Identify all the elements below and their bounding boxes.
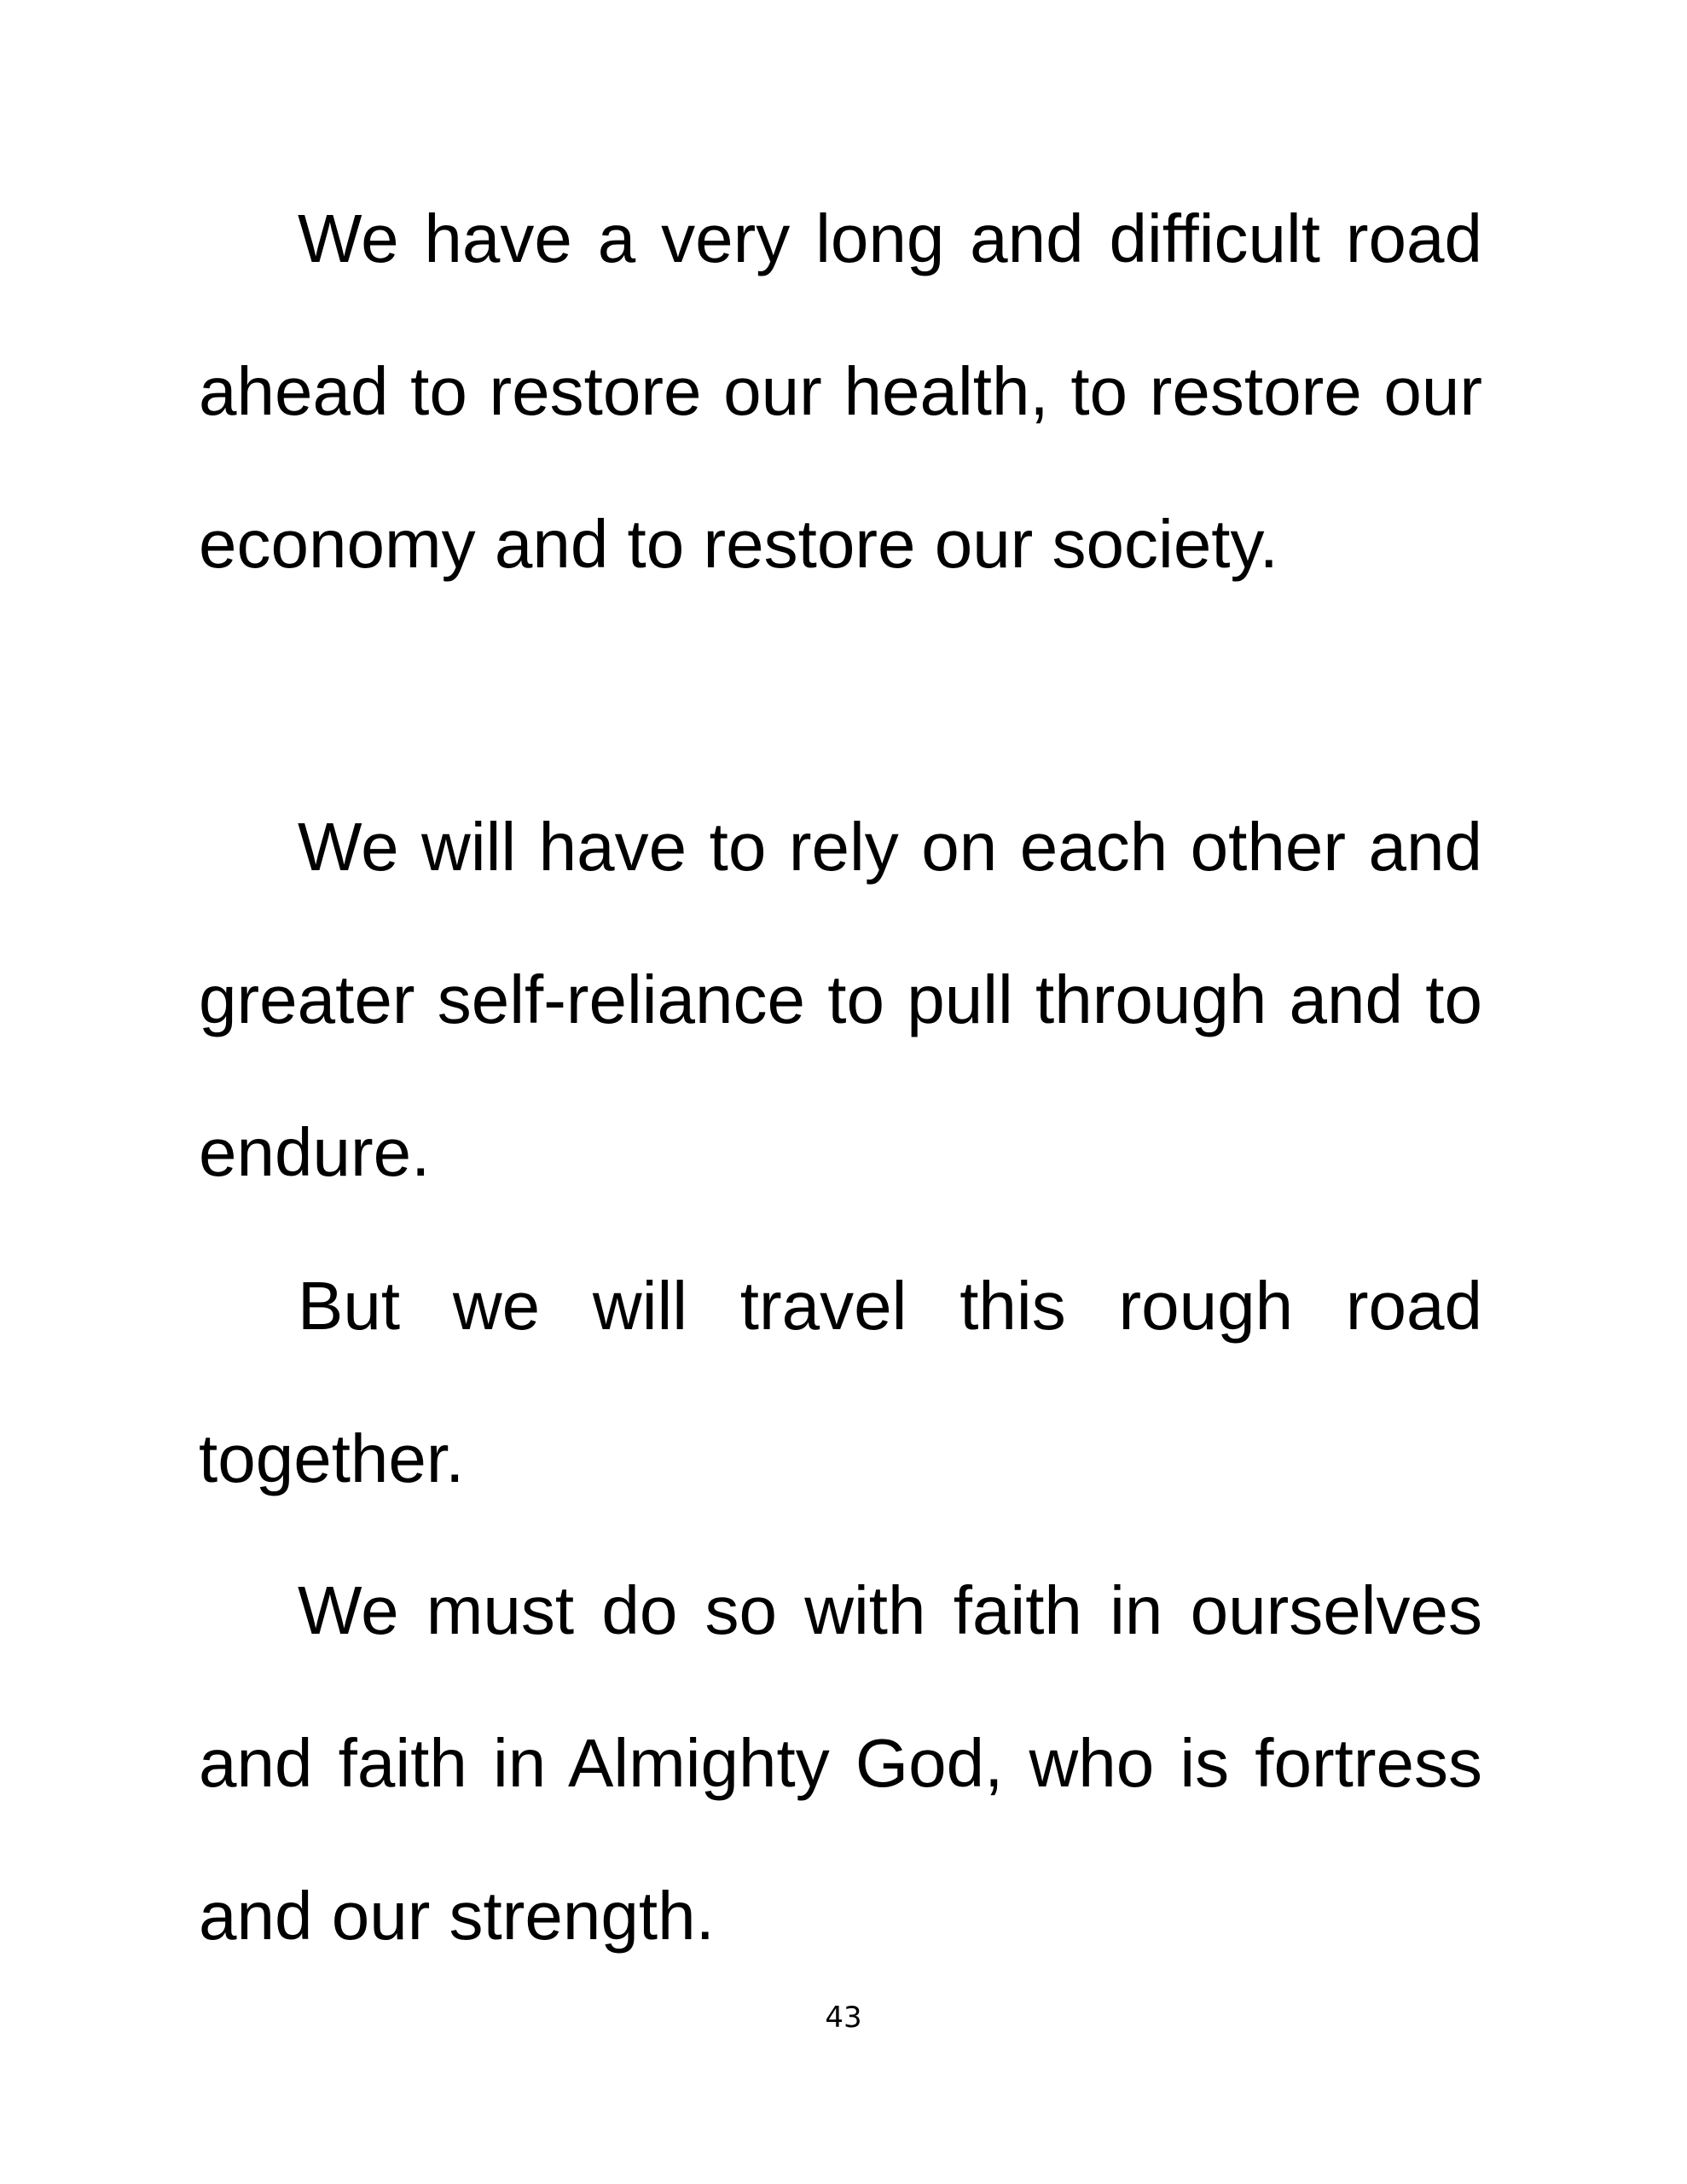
- paragraph-faith: We must do so with faith in ourselves and faith in Almighty God, who is fortress and our strength.: [199, 1572, 1482, 1954]
- paragraph-rely-on-each-other: We will have to rely on each other and greater self-reliance to pull through and to endure.: [199, 809, 1482, 1190]
- paragraph-travel-together: But we will travel this rough road together.: [199, 1268, 1482, 1496]
- page-number: 43: [825, 2001, 862, 2035]
- paragraph-road-ahead: We have a very long and difficult road ahead to restore our health, to restore our economy and to restore our society.: [199, 200, 1482, 582]
